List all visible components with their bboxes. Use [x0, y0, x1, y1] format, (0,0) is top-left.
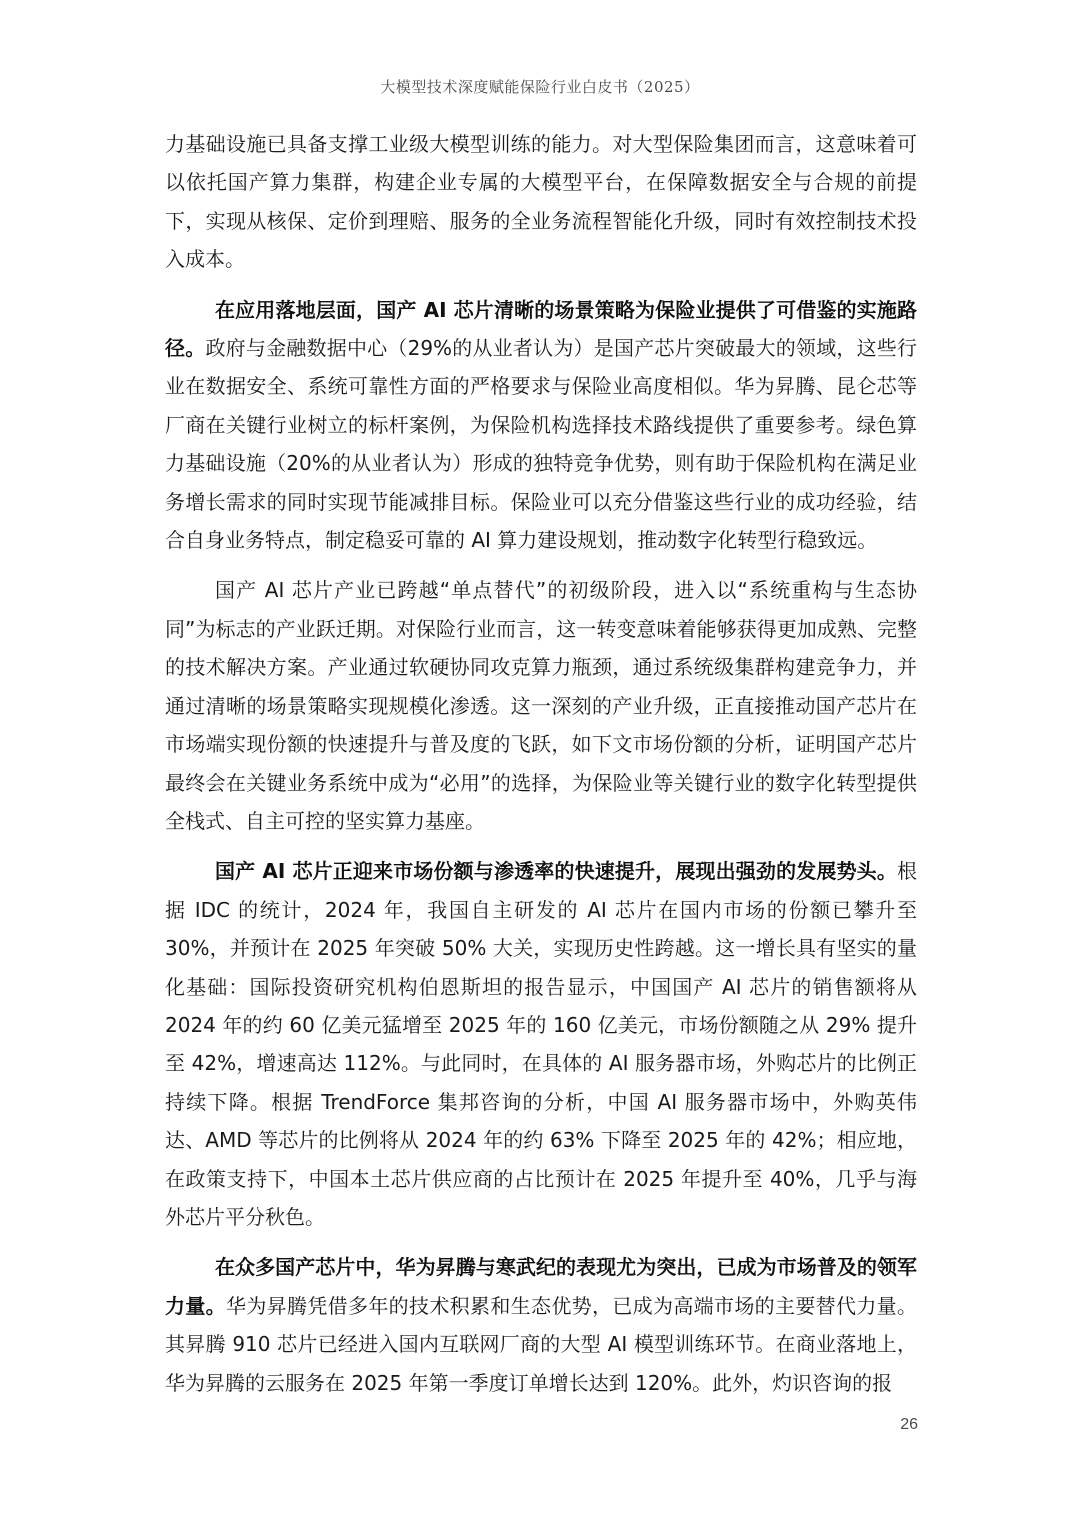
paragraph-continued [165, 125, 917, 279]
paragraph-market-share [165, 852, 917, 1236]
paragraph-text: 政府与金融数据中心（29%的从业者认为）是国产芯片突破最大的领域，这些行业在数据安全、系统可靠性方面的严格要求与保险业高度相似。华为昇腾、昆仑芯等厂商在关键行业树立的标杆案例，为保险机构选择技术路线提供了重要参考。绿色算力基础设施（20%的从业者认为）形成的独特竞争优势，则有助于保险机构在满足业务增长需求的同时实现节能减排目标。保险业可以充分借鉴这些行业的成功经验，结合自身业务特点，制定稳妥可靠的 AI 算力建设规划，推动数字化转型行稳致远。 [165, 336, 918, 553]
paragraph-text: 根据 IDC 的统计，2024 年，我国自主研发的 AI 芯片在国内市场的份额已攀升至 30%，并预计在 2025 年突破 50% 大关，实现历史性跨越。这一增长具有坚实的量化基础：国际投资研究机构伯恩斯坦的报告显示，中国国产 AI 芯片的销售额将从 2024 年的约 60 亿美元猛增至 2025 年的 160 亿美元，市场份额随之从 29% 提升至 42%，增速高达 112%。与此同时，在具体的 AI 服务器市场，外购芯片的比例正持续下降。根据 TrendForce 集邦咨询的分析，中国 AI 服务器市场中，外购英伟达、AMD 等芯片的比例将从 2024 年的约 63% 下降至 2025 年的 42%；相应地，在政策支持下，中国本土芯片供应商的占比预计在 2025 年提升至 40%，几乎与海外芯片平分秋色。 [165, 859, 917, 1229]
running-header: 大模型技术深度赋能保险行业白皮书（2025） [380, 78, 700, 96]
paragraph-leading-vendors [165, 1248, 917, 1402]
paragraph-text: 力基础设施已具备支撑工业级大模型训练的能力。对大型保险集团而言，这意味着可以依托国产算力集群，构建企业专属的大模型平台，在保障数据安全与合规的前提下，实现从核保、定价到理赔、服务的全业务流程智能化升级，同时有效控制技术投入成本。 [165, 132, 917, 272]
paragraph-lead-bold: 在应用落地层面，国产 AI 芯片清晰的场景策略为保险业提供了可借鉴的实施路径。 [165, 297, 917, 361]
paragraph-text: 华为昇腾凭借多年的技术积累和生态优势，已成为高端市场的主要替代力量。其昇腾 910 芯片已经进入国内互联网厂商的大型 AI 模型训练环节。在商业落地上，华为昇腾的云服务在 2025 年第一季度订单增长达到 120%。此外，灼识咨询的报 [165, 1293, 917, 1395]
paragraph-lead-bold: 在众多国产芯片中，华为昇腾与寒武纪的表现尤为突出，已成为市场普及的领军力量。 [165, 1255, 917, 1318]
paragraph-industry-transition [165, 571, 917, 840]
body-text [165, 125, 917, 1414]
paragraph-text: 国产 AI 芯片产业已跨越“单点替代”的初级阶段，进入以“系统重构与生态协同”为标志的产业跃迁期。对保险行业而言，这一转变意味着能够获得更加成熟、完整的技术解决方案。产业通过软硬协同攻克算力瓶颈，通过系统级集群构建竞争力，并通过清晰的场景策略实现规模化渗透。这一深刻的产业升级，正直接推动国产芯片在市场端实现份额的快速提升与普及度的飞跃，如下文市场份额的分析，证明国产芯片最终会在关键业务系统中成为“必用”的选择，为保险业等关键行业的数字化转型提供全栈式、自主可控的坚实算力基座。 [165, 578, 917, 833]
paragraph-application-landing [165, 291, 917, 560]
paragraph-lead-bold: 国产 AI 芯片正迎来市场份额与渗透率的快速提升，展现出强劲的发展势头。 [215, 859, 897, 884]
page-number: 26 [900, 1416, 918, 1433]
